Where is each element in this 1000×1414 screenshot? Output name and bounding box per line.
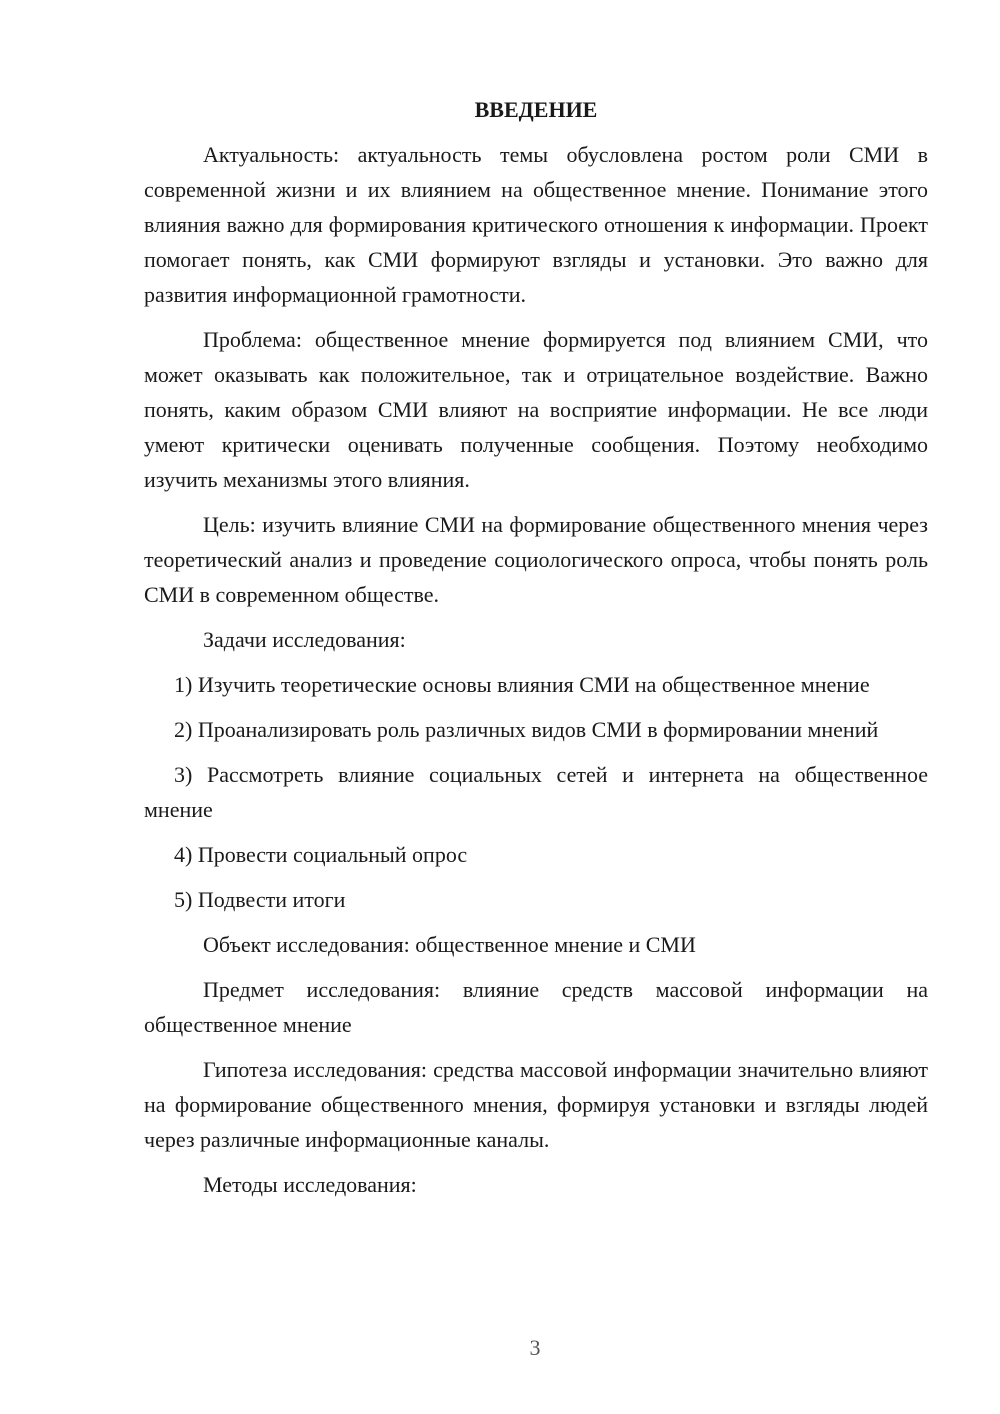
task-item-2: 2) Проанализировать роль различных видов СМИ в формировании мнений: [174, 717, 879, 742]
page-content: [144, 92, 928, 1212]
task-item-3: 3) Рассмотреть влияние социальных сетей и интернета на общественное мнение: [144, 762, 928, 822]
task-item-1: 1) Изучить теоретические основы влияния СМИ на общественное мнение: [174, 672, 870, 697]
paragraph-goal: Цель: изучить влияние СМИ на формирование общественного мнения через теоретический анализ и проведение социологического опроса, чтобы понять роль СМИ в современном обществе.: [144, 512, 928, 607]
task-item-5: 5) Подвести итоги: [174, 887, 346, 912]
paragraph-hypothesis: Гипотеза исследования: средства массовой информации значительно влияют на формирование общественного мнения, формируя установки и взгляды людей через различные информационные каналы.: [144, 1057, 928, 1152]
paragraph-subject: Предмет исследования: влияние средств массовой информации на общественное мнение: [144, 977, 928, 1037]
paragraph-tasks-heading: Задачи исследования:: [203, 627, 406, 652]
paragraph-problem: Проблема: общественное мнение формируется под влиянием СМИ, что может оказывать как положительное, так и отрицательное воздействие. Важно понять, каким образом СМИ влияют на восприятие информации. Не все люди умеют критически оценивать полученные сообщения. Поэтому необходимо изучить механизмы этого влияния.: [144, 327, 928, 492]
page-number: 3: [529, 1335, 541, 1360]
paragraph-relevance: Актуальность: актуальность темы обусловлена ростом роли СМИ в современной жизни и их влиянием на общественное мнение. Понимание этого влияния важно для формирования критического отношения к информации. Проект помогает понять, как СМИ формируют взгляды и установки. Это важно для развития информационной грамотности.: [144, 142, 928, 307]
task-item-4: 4) Провести социальный опрос: [174, 842, 468, 867]
page-title: ВВЕДЕНИЕ: [474, 97, 598, 122]
paragraph-methods: Методы исследования:: [203, 1172, 417, 1197]
paragraph-object: Объект исследования: общественное мнение и СМИ: [203, 932, 696, 957]
